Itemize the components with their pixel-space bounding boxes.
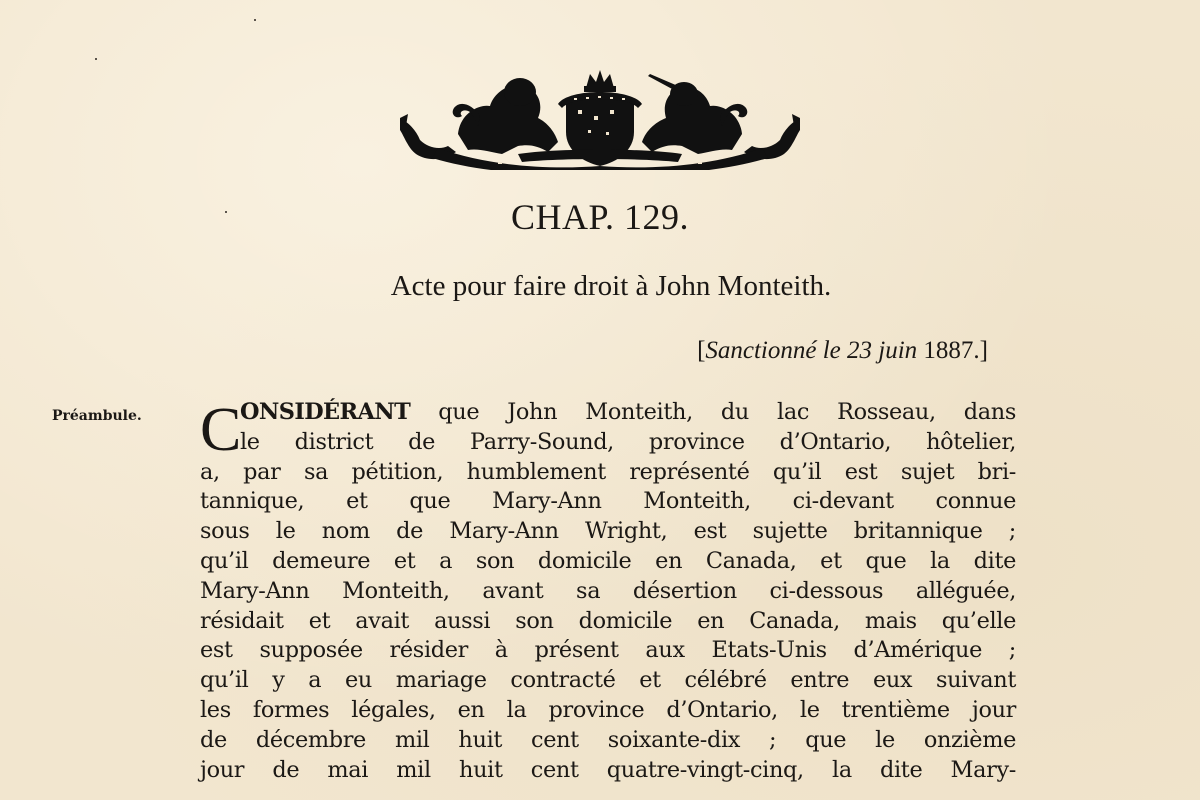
text-line: ONSIDÉRANT que John Monteith, du lac Rosseau, dans	[240, 399, 1016, 425]
text-line: de décembre mil huit cent soixante-dix ; que le onzième	[200, 726, 1016, 753]
preamble-paragraph	[200, 398, 1016, 785]
text-line: les formes légales, en la province d’Ontario, le trentième jour	[200, 696, 1016, 723]
text-line: sous le nom de Mary-Ann Wright, est sujette britannique ;	[200, 518, 1016, 545]
sanction-date	[697, 337, 988, 365]
drop-cap: C	[200, 396, 242, 464]
text-line: est supposée résider à présent aux Etats-Unis d’Amérique ;	[200, 637, 1016, 664]
text-line: qu’il demeure et a son domicile en Canada, et que la dite	[200, 547, 1016, 574]
text-line: résidait et avait aussi son domicile en Canada, mais qu’elle	[200, 607, 1016, 634]
royal-coat-of-arms-icon	[398, 70, 802, 170]
act-title: Acte pour faire droit à John Monteith.	[390, 270, 832, 302]
chapter-heading: CHAP. 129.	[510, 197, 690, 237]
text-line: le district de Parry-Sound, province d’Ontario, hôtelier,	[240, 428, 1016, 455]
text-line: qu’il y a eu mariage contracté et célébré entre eux suivant	[200, 667, 1016, 694]
text-line: a, par sa pétition, humblement représenté qu’il est sujet bri-	[200, 458, 1016, 485]
sanction-text: Sanctionné le 23 juin	[705, 337, 918, 364]
text-line: Mary-Ann Monteith, avant sa désertion ci-dessous alléguée,	[200, 577, 1016, 604]
paper-speck	[95, 58, 97, 60]
text-line: tannique, et que Mary-Ann Monteith, ci-devant connue	[200, 488, 1016, 515]
margin-note-preamble: Préambule.	[52, 408, 142, 424]
text-line: jour de mai mil huit cent quatre-vingt-cinq, la dite Mary-	[200, 756, 1016, 783]
sanction-bracket: [	[697, 337, 706, 364]
sanction-year: 1887.]	[923, 337, 988, 364]
paper-speck	[254, 19, 256, 21]
first-word: ONSIDÉRANT	[240, 399, 411, 425]
